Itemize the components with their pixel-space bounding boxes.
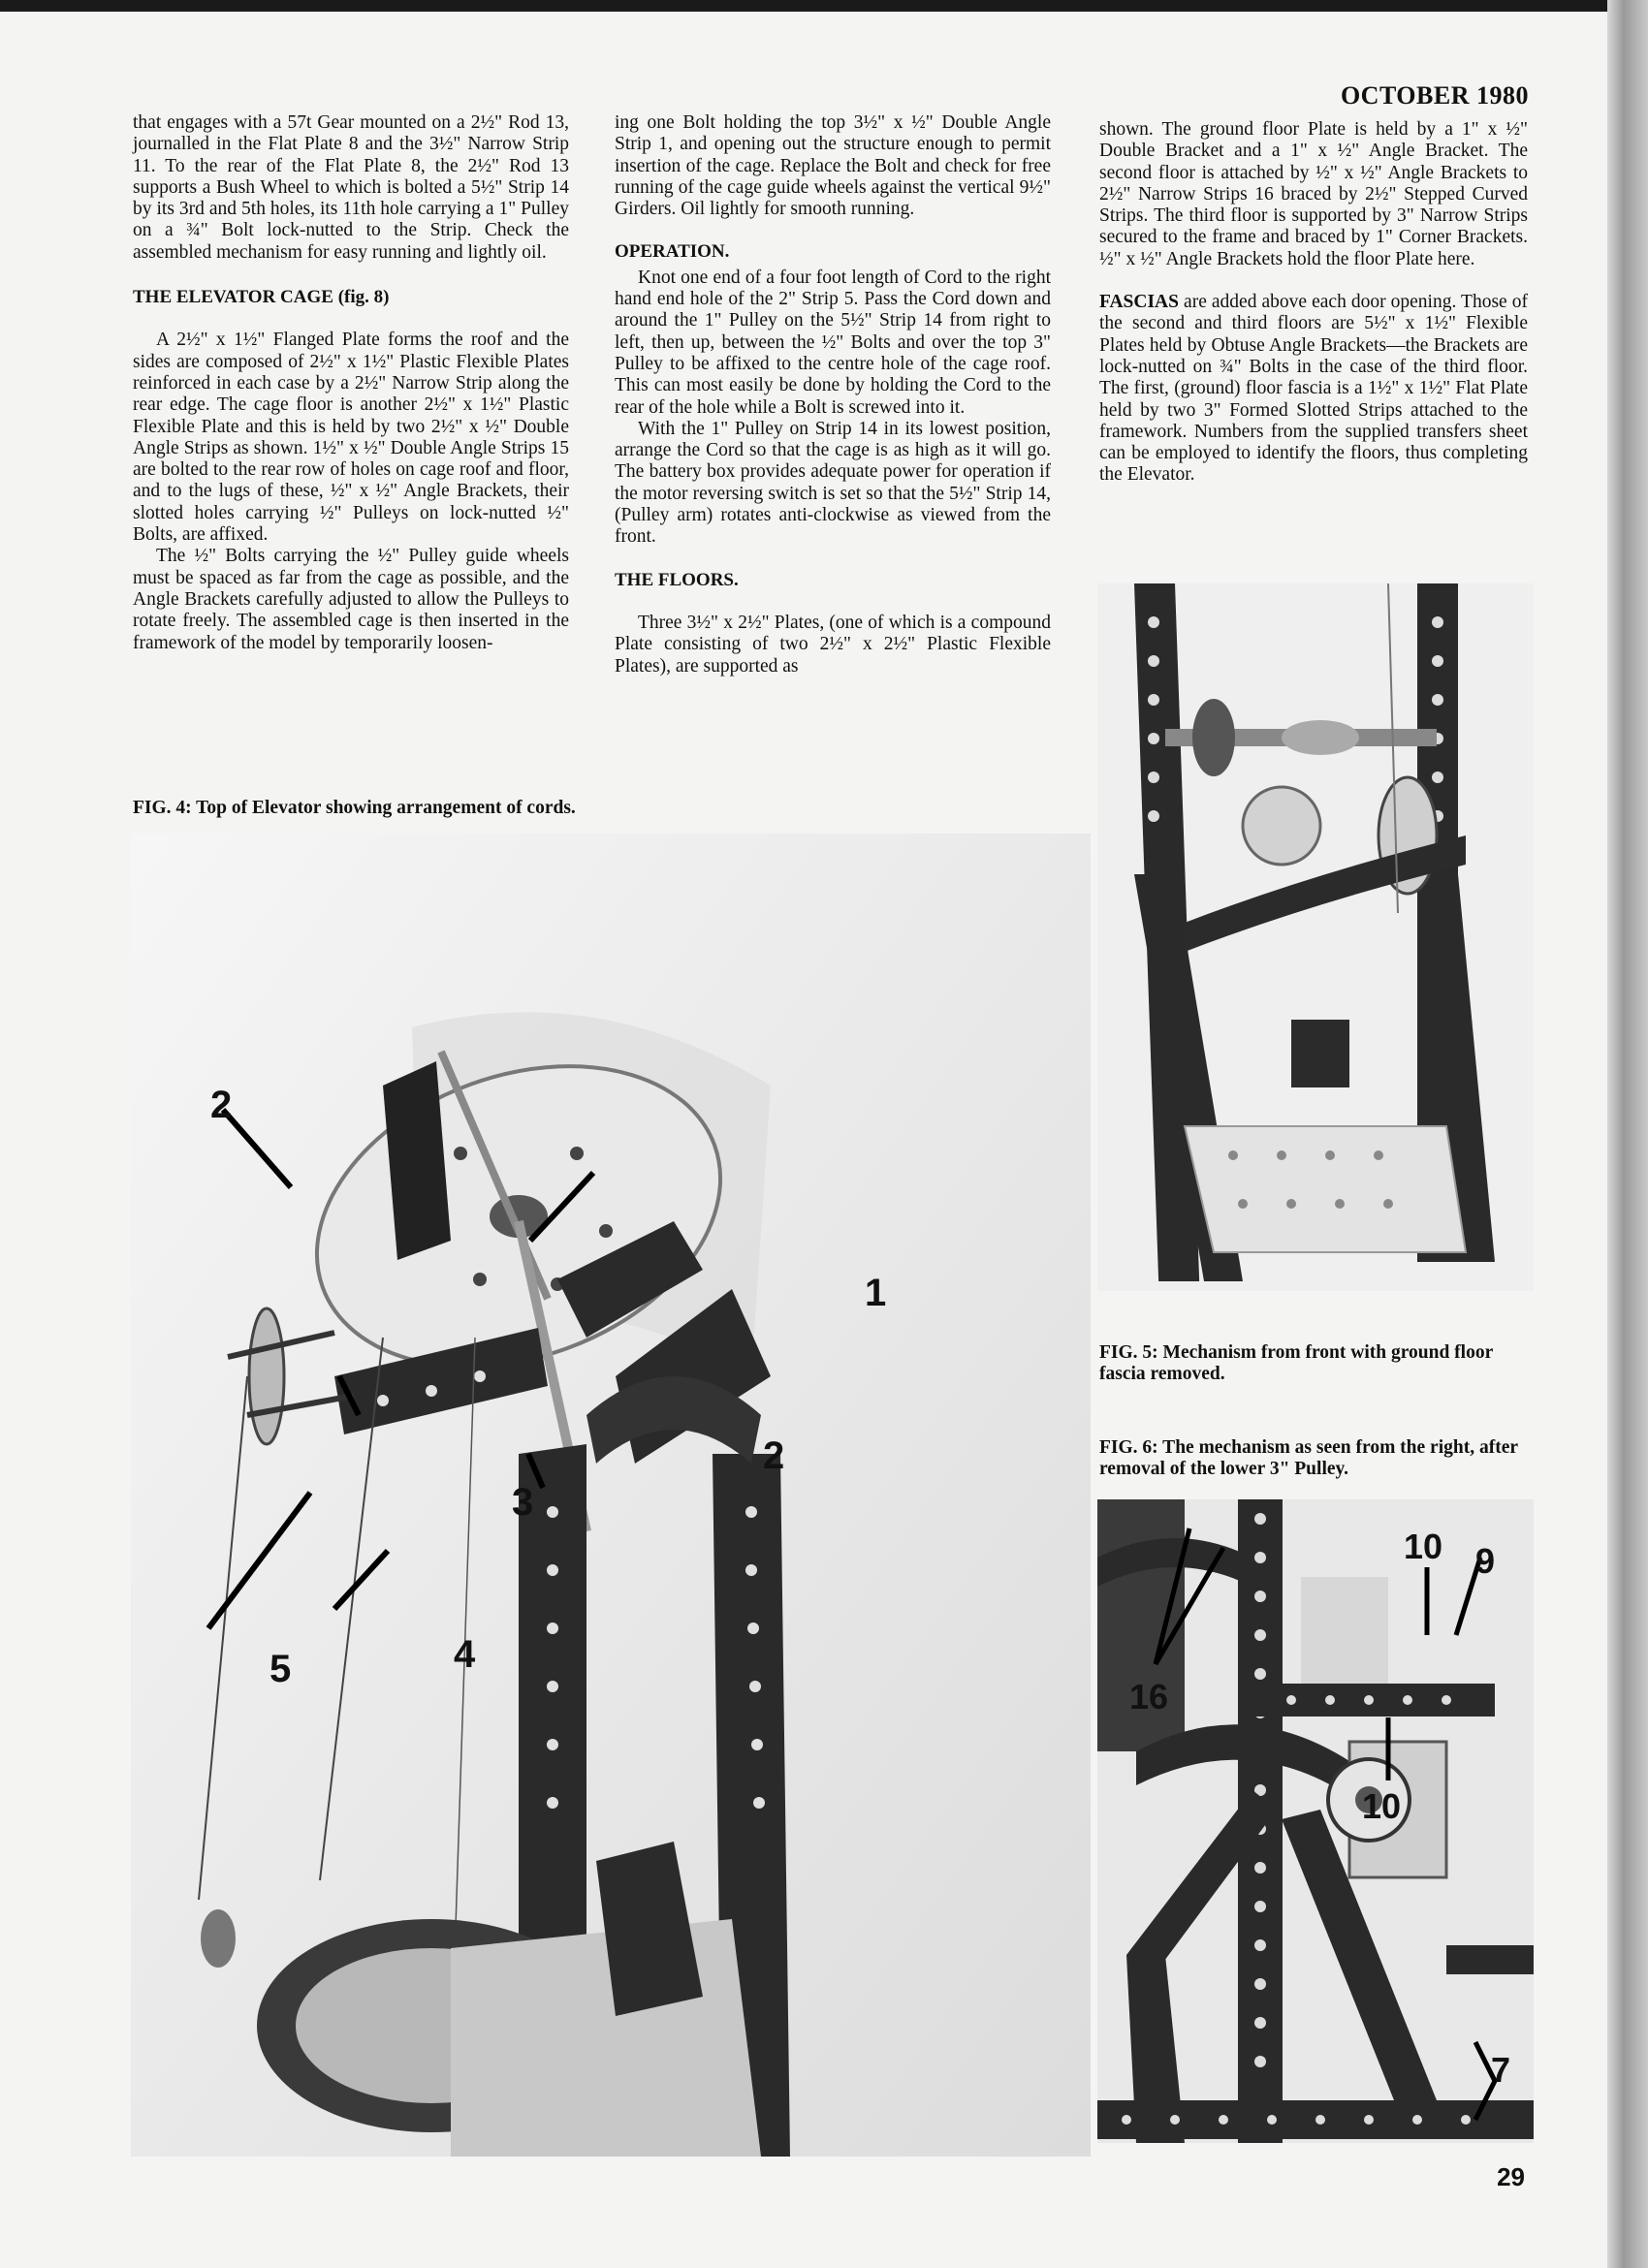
fig6-label: 16 — [1129, 1677, 1169, 1717]
paragraph: Three 3½" x 2½" Plates, (one of which is a compound Plate consisting of two 2½" x 2½" Plastic Flexible Plates), are supported as — [615, 612, 1051, 677]
paragraph: ing one Bolt holding the top 3½" x ½" Double Angle Strip 1, and opening out the structure enough to permit insertion of the cage. Replace the Bolt and check for free running of the cage guide wheels against the vertical 9½" Girders. Oil lightly for smooth running. — [615, 112, 1051, 220]
text-column-3 — [1099, 119, 1528, 487]
section-heading-elevator-cage: THE ELEVATOR CAGE (fig. 8) — [133, 287, 390, 308]
fig6-photo — [1097, 1499, 1534, 2143]
section-heading-floors: THE FLOORS. — [615, 569, 739, 590]
page-binding-edge — [1607, 0, 1648, 2268]
fig4-label: 2 — [210, 1084, 233, 1126]
fig6-label: 10 — [1362, 1786, 1402, 1826]
fig6-label: 9 — [1475, 1541, 1496, 1581]
fig4-label: 1 — [865, 1272, 887, 1314]
fig5-photo — [1097, 583, 1534, 1291]
paragraph-fascias — [1099, 292, 1528, 487]
paragraph: Knot one end of a four foot length of Cord to the right hand end hole of the 2" Strip 5. Pass the Cord down and around the 1" Pulley on the 5½" Strip 14 from right to left, then up, between the ½" Bolts and over the top 3" Pulley to be affixed to the centre hole of the cage roof. This can most easily be done by holding the Cord to the rear of the hole while a Bolt is screwed into it. — [615, 267, 1051, 418]
section-heading-operation: OPERATION. — [615, 241, 730, 263]
text-column-1 — [133, 112, 569, 654]
fig4-label: 3 — [512, 1481, 534, 1524]
fig5-caption: FIG. 5: Mechanism from front with ground floor fascia removed. — [1099, 1342, 1493, 1384]
paragraph: that engages with a 57t Gear mounted on a 2½" Rod 13, journalled in the Flat Plate 8 and the 3½" Narrow Strip 11. To the rear of the Flat Plate 8, the 2½" Rod 13 supports a Bush Wheel to which is bolted a 5½" Strip 14 by its 3rd and 5th holes, its 11th hole carrying a 1" Pulley on a ¾" Bolt lock-nutted to the Strip. Check the assembled mechanism for easy running and lightly oil. — [133, 112, 569, 263]
fig4-photo — [131, 834, 1091, 2157]
fig4-caption: FIG. 4: Top of Elevator showing arrangement of cords. — [133, 798, 576, 818]
fig4-label: 5 — [269, 1648, 292, 1690]
issue-date: OCTOBER 1980 — [1340, 81, 1529, 110]
text-column-2 — [615, 112, 1051, 677]
paragraph: The ½" Bolts carrying the ½" Pulley guide wheels must be spaced as far from the cage as possible, and the Angle Brackets carefully adjusted to allow the Pulleys to rotate freely. The assembled cage is then inserted in the framework of the model by temporarily loosen- — [133, 546, 569, 653]
paragraph: A 2½" x 1½" Flanged Plate forms the roof and the sides are composed of 2½" x 1½" Plastic Flexible Plates reinforced in each case by a 2½" Narrow Strip along the rear edge. The cage floor is another 2½" x 1½" Plastic Flexible Plate and this is held by two 2½" x ½" Double Angle Strips as shown. 1½" x ½" Double Angle Strips 15 are bolted to the rear row of holes on cage roof and floor, and to the lugs of these, ½" x ½" Angle Brackets, their slotted holes carrying ½" Pulleys on lock-nutted ½" Bolts, are affixed. — [133, 330, 569, 546]
fig6-label: 10 — [1404, 1527, 1443, 1566]
fascias-text: are added above each door opening. Those of the second and third floors are 5½" x 1½" Flexible Plates held by Obtuse Angle Brackets—the Brackets are lock-nutted on ¾" Bolts in the case of the third floor. The first, (ground) floor fascia is a 1½" x 1½" Flat Plate held by two 3" Formed Slotted Strips attached to the framework. Numbers from the supplied transfers sheet can be employed to identify the floors, thus completing the Elevator. — [1099, 292, 1528, 486]
page-number: 29 — [1497, 2162, 1525, 2191]
paragraph: With the 1" Pulley on Strip 14 in its lowest position, arrange the Cord so that the cage is as high as it will go. The battery box provides adequate power for operation if the motor reversing switch is set so that the 5½" Strip 14, (Pulley arm) rotates anti-clockwise as viewed from the front. — [615, 418, 1051, 548]
fig4-label: 2 — [763, 1434, 785, 1477]
fascias-lead: FASCIAS — [1099, 292, 1179, 313]
fig4-label: 4 — [454, 1633, 476, 1676]
fig6-caption: FIG. 6: The mechanism as seen from the right, after removal of the lower 3" Pulley. — [1099, 1437, 1518, 1479]
top-border — [0, 0, 1648, 12]
paragraph: shown. The ground floor Plate is held by a 1" x ½" Double Bracket and a 1" x ½" Angle Bracket. The second floor is attached by ½" x ½" Angle Brackets to 2½" Narrow Strips 16 braced by 2½" Stepped Curved Strips. The third floor is supported by 3" Narrow Strips secured to the frame and braced by 1" Corner Brackets. ½" x ½" Angle Brackets hold the floor Plate here. — [1099, 119, 1528, 269]
fig6-label: 7 — [1491, 2050, 1511, 2090]
